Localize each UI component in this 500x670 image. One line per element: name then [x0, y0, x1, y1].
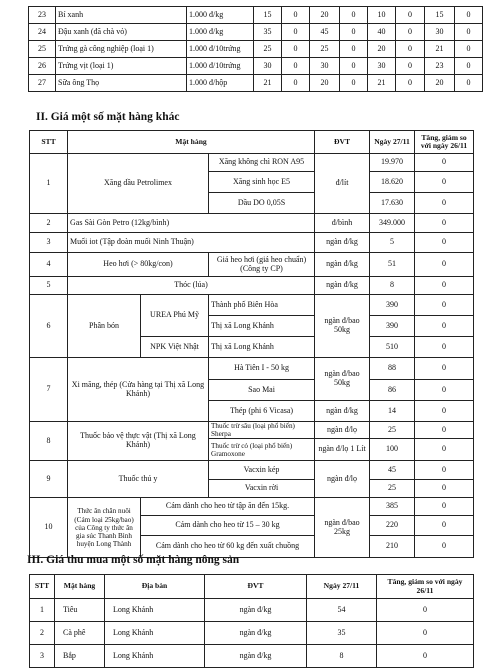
header-price: Ngày 27/11 [370, 131, 415, 154]
header-stt: STT [30, 575, 55, 599]
table-row: NPK Việt Nhật Thị xã Long Khánh 510 0 [30, 337, 474, 358]
market-price-table-continued [28, 6, 483, 92]
header-area: Địa bàn [105, 575, 205, 599]
table-row: 2 Gas Sài Gòn Petro (12kg/bình) đ/bình 349.000 0 [30, 214, 474, 233]
table-row: 9 Thuốc thú y Vacxin kép ngàn đ/lọ 45 0 [30, 461, 474, 480]
table-row: Dầu DO 0,05S 17.630 0 [30, 193, 474, 214]
table-row: 7 Xi măng, thép (Cửa hàng tại Thị xã Long Khánh) Hà Tiên I - 50 kg ngàn đ/bao 50kg 88 0 [30, 358, 474, 380]
header-item: Mặt hàng [55, 575, 105, 599]
table-row: 3 Muối iot (Tập đoàn muối Ninh Thuận) ngàn đ/kg 5 0 [30, 233, 474, 253]
header-unit: ĐVT [315, 131, 370, 154]
table-row: 27 Sữa ông Thọ 1.000 đ/hộp 21 0 20 0 21 0 20 0 [29, 75, 483, 92]
table-row: 3 Bắp Long Khánh ngàn đ/kg 8 0 [30, 645, 474, 668]
table-row: 4 Heo hơi (> 80kg/con) Giá heo hơi (giá heo chuẩn) (Công ty CP) ngàn đ/kg 51 0 [30, 253, 474, 277]
table-row: 6 Phân bón UREA Phú Mỹ Thành phố Biên Hòa ngàn đ/bao 50kg 390 0 [30, 295, 474, 316]
header-price: Ngày 27/11 [307, 575, 377, 599]
table-row: 2 Cà phê Long Khánh ngàn đ/kg 35 0 [30, 622, 474, 645]
table-row: Thuốc trừ cỏ (loại phổ biến) Gramoxone ngàn đ/lọ 1 Lít 100 0 [30, 439, 474, 461]
section-iii-title: III. Giá thu mua một số mặt hàng nông sản [27, 554, 240, 566]
header-item: Mặt hàng [68, 131, 315, 154]
header-change: Tăng, giảm so với ngày 26/11 [377, 575, 474, 599]
table-row: Thép (phi 6 Vicasa) ngàn đ/kg 14 0 [30, 401, 474, 422]
table-row: Sao Mai 86 0 [30, 380, 474, 401]
table-row: 1 Tiêu Long Khánh ngàn đ/kg 54 0 [30, 599, 474, 622]
header-stt: STT [30, 131, 68, 154]
table-row: Thị xã Long Khánh 390 0 [30, 316, 474, 337]
table-row: Cám dành cho heo từ 15 – 30 kg 220 0 [30, 516, 474, 536]
table-row: 25 Trứng gà công nghiệp (loại 1) 1.000 đ/10trứng 25 0 25 0 20 0 21 0 [29, 41, 483, 58]
header-change: Tăng, giảm so với ngày 26/11 [415, 131, 474, 154]
table-row: 5 Thóc (lúa) ngàn đ/kg 8 0 [30, 277, 474, 295]
section-ii-title: II. Giá một số mặt hàng khác [36, 111, 180, 123]
table-row: 24 Đậu xanh (đã chà vỏ) 1.000 đ/kg 35 0 45 0 40 0 30 0 [29, 24, 483, 41]
table-header-row [30, 575, 474, 599]
table-row: 8 Thuốc bảo vệ thực vật (Thị xã Long Khánh) Thuốc trừ sâu (loại phổ biến) Sherpa ngàn đ/lọ 25 0 [30, 422, 474, 439]
table-header-row [30, 131, 474, 154]
table-row: 10 Thức ăn chăn nuôi (Cám loại 25kg/bao) của Công ty thức ăn gia súc Thanh Bình huyện Long Thành Cám dành cho heo từ tập ăn đến 15kg. ngàn đ/bao 25kg 385 0 [30, 498, 474, 516]
header-unit: ĐVT [205, 575, 307, 599]
table-row: 26 Trứng vịt (loại 1) 1.000 đ/10trứng 30 0 30 0 30 0 23 0 [29, 58, 483, 75]
table-row: Vacxin rời 25 0 [30, 480, 474, 498]
other-goods-price-table [29, 130, 474, 558]
table-row: Xăng sinh học E5 18.620 0 [30, 172, 474, 193]
farm-produce-purchase-table [29, 574, 474, 668]
table-row: Cám dành cho heo từ 60 kg đến xuất chuồng 210 0 [30, 536, 474, 558]
table-row: 1 Xăng dầu Petrolimex Xăng không chì RON A95 đ/lít 19.970 0 [30, 154, 474, 172]
table-row: 23 Bí xanh 1.000 đ/kg 15 0 20 0 10 0 15 0 [29, 7, 483, 24]
